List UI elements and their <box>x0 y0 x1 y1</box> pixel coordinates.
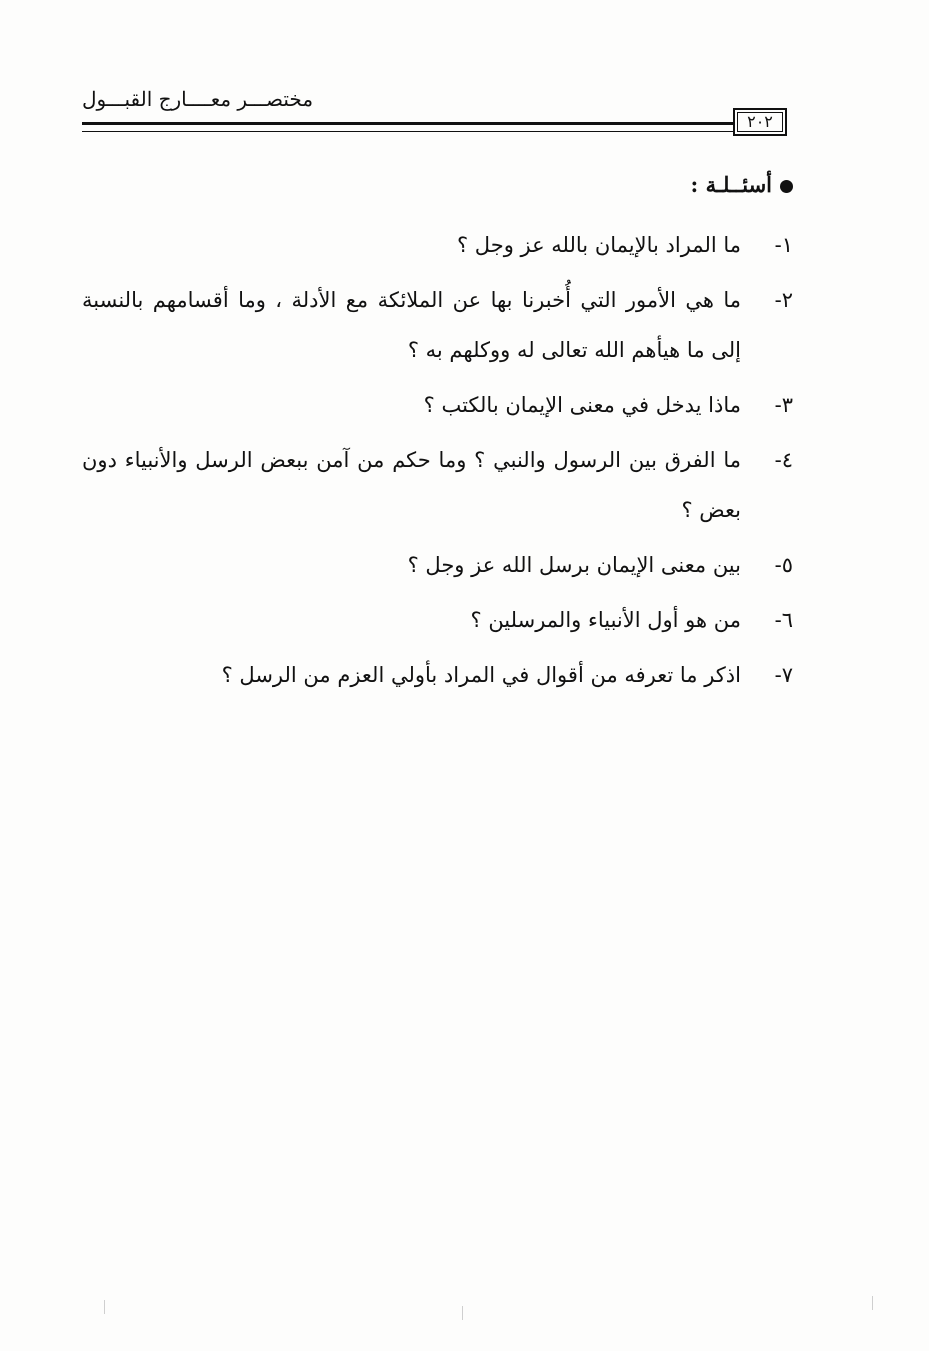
scan-artifact <box>462 1306 463 1320</box>
running-header-title: مختصـــر معــــارج القبـــول <box>82 87 314 111</box>
section-heading-text: أسئــلـة : <box>690 172 772 197</box>
question-number: ٦- <box>774 608 793 632</box>
question-item <box>82 650 793 700</box>
scan-artifact <box>104 1300 105 1314</box>
page-number: ٢٠٢ <box>733 108 787 136</box>
question-text: ما الفرق بين الرسول والنبي ؟ وما حكم من آمن ببعض الرسل والأنبياء دون بعض ؟ <box>82 448 741 522</box>
question-item <box>82 220 793 270</box>
question-text: ما المراد بالإيمان بالله عز وجل ؟ <box>456 233 741 257</box>
question-item <box>82 595 793 645</box>
question-number: ٥- <box>774 553 793 577</box>
question-item <box>82 380 793 430</box>
scan-artifact <box>872 1296 873 1310</box>
question-text: ماذا يدخل في معنى الإيمان بالكتب ؟ <box>423 393 741 417</box>
question-text: ما هي الأمور التي أُخبرنا بها عن الملائكة مع الأدلة ، وما أقسامهم بالنسبة إلى ما هيأهم الله تعالى له ووكلهم به ؟ <box>82 288 741 362</box>
question-text: اذكر ما تعرفه من أقوال في المراد بأولي العزم من الرسل ؟ <box>221 663 741 687</box>
bullet-icon <box>780 180 793 193</box>
question-item <box>82 275 793 375</box>
header-rule-thick <box>82 122 733 125</box>
question-list <box>82 220 793 705</box>
question-number: ٢- <box>774 288 793 312</box>
question-number: ٧- <box>774 663 793 687</box>
question-item <box>82 435 793 535</box>
question-text: من هو أول الأنبياء والمرسلين ؟ <box>470 608 741 632</box>
question-number: ٣- <box>774 393 793 417</box>
question-item <box>82 540 793 590</box>
question-text: بين معنى الإيمان برسل الله عز وجل ؟ <box>407 553 741 577</box>
header-rule-thin <box>82 131 733 132</box>
section-heading <box>691 170 794 200</box>
question-number: ١- <box>774 233 793 257</box>
question-number: ٤- <box>774 448 793 472</box>
